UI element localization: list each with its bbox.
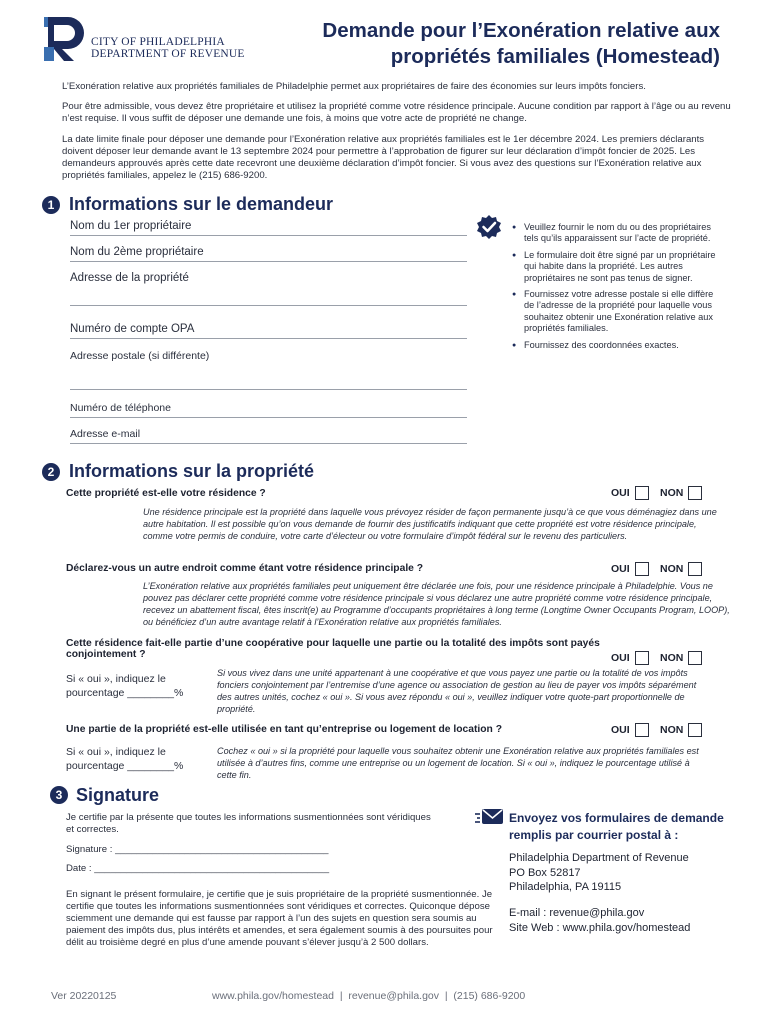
tip-item: ● Fournissez des coordonnées exactes. (512, 340, 722, 351)
version-label: Ver 20220125 (51, 990, 117, 1002)
city-logo-icon (44, 17, 84, 61)
section-3-number: 3 (50, 786, 68, 804)
contact-info (509, 906, 690, 935)
address-line-3: Philadelphia, PA 19115 (509, 881, 622, 893)
question-residence: Cette propriété est-elle votre résidence ? (66, 488, 266, 499)
no-label: NON (660, 724, 684, 736)
city-name: CITY OF PHILADELPHIA (91, 36, 225, 48)
property-address-label: Adresse de la propriété (70, 272, 189, 284)
mail-send-icon (475, 806, 505, 830)
q4-explanation: Cochez « oui » si la propriété pour laquelle vous souhaitez obtenir une Exonération relative aux propriétés familiales est utilisée à d’autres fins, comme une entreprise ou un logement de location. Si « oui », indiquez le pourcentage utilisé à cette fin. (217, 746, 699, 780)
address-line-1: Philadelphia Department of Revenue (509, 852, 689, 864)
q1-no-checkbox[interactable] (688, 486, 702, 500)
mail-heading-line-1: Envoyez vos formulaires de demande (509, 811, 724, 825)
section-3-title: Signature (76, 785, 160, 805)
email-label: Adresse e-mail (70, 428, 141, 440)
date-field[interactable]: Date : ____________________________________________ (66, 863, 330, 874)
mail-instructions-heading (509, 810, 724, 844)
q1-explanation: Une résidence principale est la propriété dans laquelle vous prévoyez résider de façon permanente jusqu’à ce que vous déménagiez dans une autre habitation. Il est possible qu’on vous demande de fournir des justificatifs indiquant que cette propriété est votre résidence principale, comme votre permis de conduire, votre carte d’électeur ou votre formulaire d’impôt fédéral sur le revenu des particuliers. (143, 507, 717, 541)
q2-no-checkbox[interactable] (688, 562, 702, 576)
q3-line-1: Cette résidence fait-elle partie d’une coopérative pour laquelle une partie ou la totalité des impôts sont payés (66, 638, 600, 649)
intro-paragraph-1: L’Exonération relative aux propriétés familiales de Philadelphie permet aux propriétaires de faire des économies sur leurs impôts fonciers. (62, 81, 646, 92)
legal-statement: En signant le présent formulaire, je certifie que je suis propriétaire de la propriété susmentionnée. Je certifie que toutes les informations susmentionnées sont véridiques et correctes. Quiconque dépose sciemment une demande qui est fausse par rapport à l’un des sujets en question sera soumis au paiement des impôts dus, plus intérêts et amendes, et sera également soumis à des poursuites pour délit au troisième degré en plus d’une amende pouvant s’élever jusqu’à 2 500 dollars. (66, 889, 493, 948)
section-2-number: 2 (42, 463, 60, 481)
q2-explanation: L’Exonération relative aux propriétés familiales peut uniquement être déclarée une fois, pour une résidence principale à Philadelphie. Vous ne pouvez pas déclarer cette propriété comme votre résidence principale si vous déclarez une autre propriété comme votre résidence principale, recevez un abattement fiscal, êtes inscrit(e) au Programme d’occupants propriétaires à long terme (Longtime Owner Occupants Program, LOOP), ou bénéficiez d’un autre avantage relatif à l’Exonération relative aux propriétés familiales. (143, 581, 730, 627)
intro-paragraph-3: La date limite finale pour déposer une demande pour l’Exonération relative aux propriétés familiales est le 1er décembre 2024. Les premiers déclarants doivent déposer leur demande avant le 13 septembre 2024 pour permettre à l’approbation de figurer sur leur déclaration d’impôt foncier de 2025. Les demandeurs approuvés après cette date recevront une deuxième déclaration d’impôt foncier. Si vous avez des questions sur l’Exonération relative aux propriétés familiales, appelez le (215) 686-9200. (62, 134, 705, 181)
mailing-address (509, 851, 689, 895)
q3-no-checkbox[interactable] (688, 651, 702, 665)
q3-percentage-blank: pourcentage ________% (66, 687, 184, 699)
q1-yes-checkbox[interactable] (635, 486, 649, 500)
q4-percentage-label: Si « oui », indiquez le (66, 746, 166, 758)
section-1-title: Informations sur le demandeur (69, 194, 334, 214)
owner1-field[interactable] (70, 220, 467, 236)
q3-yes-checkbox[interactable] (635, 651, 649, 665)
tip-item: ● Fournissez votre adresse postale si elle diffère de l’adresse de la propriété pour laquelle vous souhaitez obtenir une Exonération relative aux propriétés familiales. (512, 289, 722, 335)
q3-percentage-field[interactable] (66, 672, 183, 700)
owner2-label: Nom du 2ème propriétaire (70, 246, 204, 258)
section-1-number: 1 (42, 196, 60, 214)
question-business-use: Une partie de la propriété est-elle utilisée en tant qu’entreprise ou logement de location ? (66, 724, 502, 735)
department-name: DEPARTMENT OF REVENUE (91, 48, 245, 60)
mailing-address-label: Adresse postale (si différente) (70, 350, 210, 362)
tip-item: ● Veuillez fournir le nom du ou des propriétaires tels qu’ils apparaissent sur l’acte de propriété. (512, 222, 722, 245)
opa-account-field[interactable] (70, 323, 467, 339)
contact-email[interactable]: E-mail : revenue@phila.gov (509, 907, 645, 919)
email-field[interactable] (70, 428, 467, 444)
tip-item: ● Le formulaire doit être signé par un propriétaire qui habite dans la propriété. Les autres propriétaires ne sont pas tenus de signer. (512, 250, 722, 284)
mail-heading-line-2: remplis par courrier postal à : (509, 828, 679, 842)
q4-no-checkbox[interactable] (688, 723, 702, 737)
title-line-2: propriétés familiales (Homestead) (390, 45, 720, 68)
owner2-field[interactable] (70, 246, 467, 262)
q3-percentage-label: Si « oui », indiquez le (66, 673, 166, 685)
yes-label: OUI (611, 563, 630, 575)
phone-field[interactable] (70, 402, 467, 418)
yes-label: OUI (611, 724, 630, 736)
footer-links[interactable]: www.phila.gov/homestead | revenue@phila.gov | (215) 686-9200 (212, 990, 526, 1002)
q4-yes-checkbox[interactable] (635, 723, 649, 737)
certification-text: Je certifie par la présente que toutes les informations susmentionnées sont véridiques et correctes. (66, 812, 431, 835)
q3-explanation: Si vous vivez dans une unité appartenant à une coopérative et que vous payez une partie ou la totalité de vos impôts fonciers conjointement par l’entremise d’une agence ou association de gestion au lieu de payer vos impôts séparément des autres unités, cochez « oui ». Si vous avez répondu « oui », veuillez indiquer votre quote-part proportionnelle de propriété. (217, 668, 697, 714)
yes-label: OUI (611, 487, 630, 499)
question-cooperative (66, 638, 706, 660)
q2-yes-checkbox[interactable] (635, 562, 649, 576)
address-line-2: PO Box 52817 (509, 866, 581, 879)
phone-label: Numéro de téléphone (70, 402, 171, 414)
opa-account-label: Numéro de compte OPA (70, 323, 195, 335)
owner1-label: Nom du 1er propriétaire (70, 220, 192, 232)
page-title (260, 18, 720, 70)
department-logo-text (91, 36, 245, 60)
applicant-tips-list (512, 222, 722, 356)
no-label: NON (660, 487, 684, 499)
yes-label: OUI (611, 652, 630, 664)
q3-line-2: conjointement ? (66, 649, 146, 660)
checkmark-badge-icon (476, 214, 502, 240)
mailing-address-field[interactable] (70, 350, 467, 390)
question-other-residence: Déclarez-vous un autre endroit comme étant votre résidence principale ? (66, 563, 424, 574)
no-label: NON (660, 563, 684, 575)
title-line-1: Demande pour l’Exonération relative aux (322, 19, 720, 42)
no-label: NON (660, 652, 684, 664)
contact-website[interactable]: Site Web : www.phila.gov/homestead (509, 921, 691, 934)
q4-percentage-field[interactable] (66, 745, 183, 773)
section-2-title: Informations sur la propriété (69, 461, 315, 481)
property-address-field[interactable] (70, 272, 467, 306)
intro-paragraph-2: Pour être admissible, vous devez être propriétaire et utilisez la propriété comme votre résidence principale. Aucune condition par rapport à l’âge ou au revenu n’est requise. Il vous suffit de déposer une demande une fois, à moins que votre acte de propriété ne change. (62, 101, 731, 124)
signature-field[interactable]: Signature : ________________________________________ (66, 844, 329, 855)
q4-percentage-blank: pourcentage ________% (66, 760, 184, 772)
